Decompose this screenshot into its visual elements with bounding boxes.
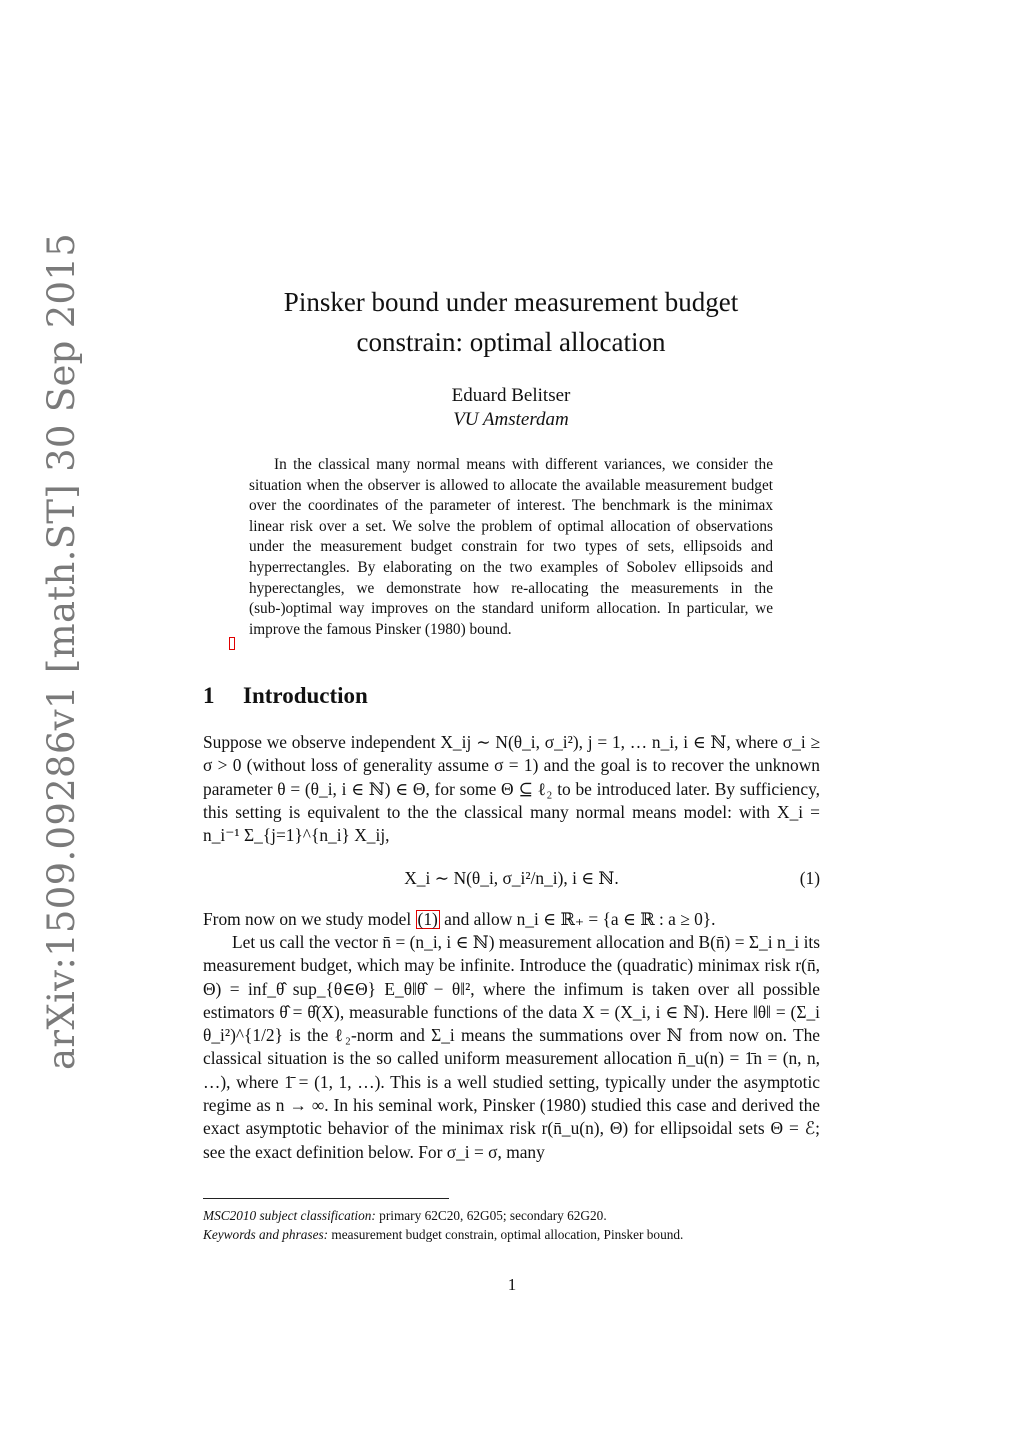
intro-paragraph-2 [203, 908, 820, 931]
paragraph-2-text-end: and allow n_i ∈ ℝ₊ = {a ∈ ℝ : a ≥ 0}. [439, 909, 716, 929]
section-number: 1 [203, 683, 215, 708]
footnote-keywords [203, 1225, 820, 1244]
author-name: Eduard Belitser [451, 385, 571, 406]
link-marker-icon[interactable] [229, 637, 235, 650]
section-title: Introduction [243, 683, 368, 708]
section-heading [203, 683, 368, 709]
keywords-label: Keywords and phrases: [203, 1227, 329, 1242]
keywords-text: measurement budget constrain, optimal allocation, Pinsker bound. [328, 1227, 684, 1242]
msc-label: MSC2010 subject classification: [203, 1208, 376, 1223]
intro-paragraph-3: Let us call the vector n̄ = (n_i, i ∈ ℕ) measurement allocation and B(n̄) = Σ_i n_i its measurement budget, which may be infinite. Introduce the (quadratic) minimax risk r(n̄, Θ) = inf_θ̂ sup_{θ∈Θ} E_θ‖θ̂ − θ‖², where the infimum is taken over all possible estimators θ̂ = θ̂(X), measurable functions of the data X = (X_i, i ∈ ℕ). Here ‖θ‖ = (Σ_i θ_i²)^{1/2} is the ℓ₂-norm and Σ_i means the summations over ℕ from now on. The classical situation is the so called uniform measurement allocation n̄_u(n) = 1̄n = (n, n, …), where 1̄ = (1, 1, …). This is a well studied setting, typically under the asymptotic regime as n → ∞. In his seminal work, Pinsker (1980) studied this case and derived the exact asymptotic behavior of the minimax risk r(n̄_u(n), Θ) for ellipsoidal sets Θ = ℰ; see the exact definition below. For σ_i = σ, many [203, 932, 820, 1162]
equation-expression: X_i ∼ N(θ_i, σ_i²/n_i), i ∈ ℕ. [404, 868, 619, 888]
page-number: 1 [507, 1275, 517, 1294]
footnote-msc [203, 1206, 820, 1225]
paper-title [200, 282, 822, 362]
title-line-2: constrain: optimal allocation [356, 327, 666, 357]
intro-paragraph-1: Suppose we observe independent X_ij ∼ N(θ_i, σ_i²), j = 1, … n_i, i ∈ ℕ, where σ_i ≥ σ > 0 (without loss of generality assume σ = 1) and the goal is to recover the unknown parameter θ = (θ_i, i ∈ ℕ) ∈ Θ, for some Θ ⊆ ℓ₂ to be introduced later. By sufficiency, this setting is equivalent to the the classical many normal means model: with X_i = n_i⁻¹ Σ_{j=1}^{n_i} X_ij, [203, 732, 820, 846]
abstract: In the classical many normal means with different variances, we consider the situation when the observer is allowed to allocate the available measurement budget over the coordinates of the parameter of interest. The benchmark is the minimax linear risk over a set. We solve the problem of optimal allocation of observations under the measurement budget constrain for two types of sets, ellipsoids and hyperrectangles. By elaborating on the two examples of Sobolev ellipsoids and hyperectangles, we demonstrate how re-allocating the measurements in the (sub-)optimal way improves on the standard uniform allocation. In particular, we improve the famous Pinsker (1980) bound. [249, 456, 773, 638]
arxiv-identifier-stamp[interactable]: arXiv:1509.09286v1 [math.ST] 30 Sep 2015 [40, 232, 83, 1070]
footnote-divider [203, 1198, 449, 1199]
equation-number: (1) [799, 868, 820, 888]
paragraph-2-text-start: From now on we study model [203, 909, 416, 929]
equation-reference-link[interactable]: (1) [417, 909, 438, 929]
author-affiliation: VU Amsterdam [453, 409, 569, 430]
title-line-1: Pinsker bound under measurement budget [283, 287, 739, 317]
msc-text: primary 62C20, 62G05; secondary 62G20. [375, 1208, 607, 1223]
